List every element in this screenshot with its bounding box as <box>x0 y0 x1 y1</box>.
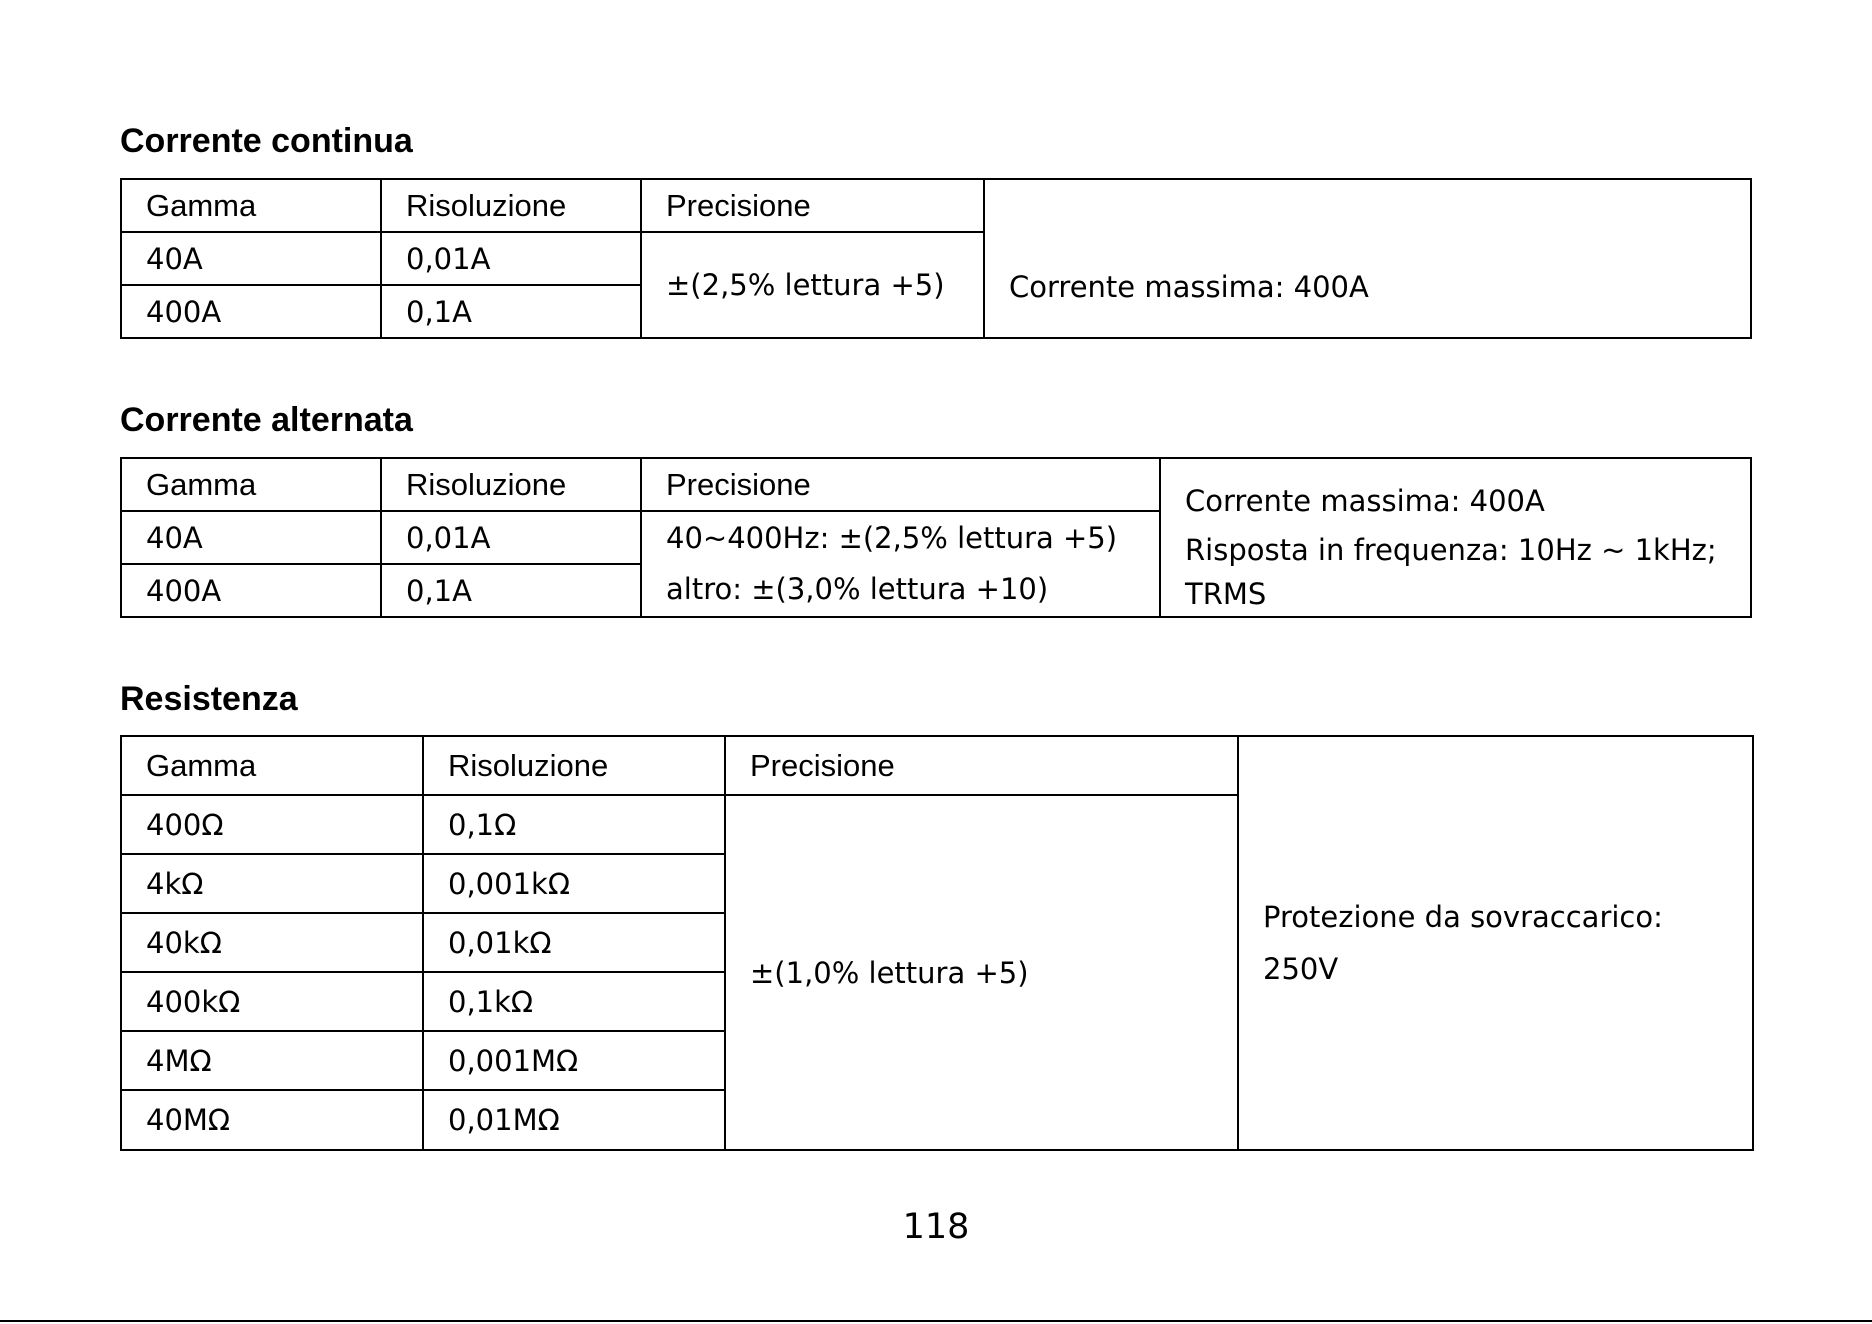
range-cell: 40kΩ <box>121 913 423 972</box>
header-risoluzione: Risoluzione <box>423 736 725 795</box>
dc-note: Corrente massima: 400A <box>1009 269 1369 304</box>
range-cell: 400A <box>121 285 381 338</box>
header-precisione: Precisione <box>725 736 1238 795</box>
accuracy-cell <box>641 511 1160 617</box>
resolution-cell: 0,1A <box>381 564 641 617</box>
range-cell: 40MΩ <box>121 1090 423 1150</box>
header-precisione: Precisione <box>641 179 984 232</box>
ac-note-line-3: TRMS <box>1185 576 1267 611</box>
resolution-cell: 0,001MΩ <box>423 1031 725 1090</box>
ac-spec-table <box>120 457 1752 618</box>
accuracy-cell: ±(2,5% lettura +5) <box>641 232 984 338</box>
page-bottom-rule <box>0 1320 1872 1322</box>
header-gamma: Gamma <box>121 736 423 795</box>
header-risoluzione: Risoluzione <box>381 458 641 511</box>
resolution-cell: 0,1kΩ <box>423 972 725 1031</box>
dc-note-cell <box>984 179 1751 338</box>
range-cell: 4kΩ <box>121 854 423 913</box>
table-header-row <box>121 736 1753 795</box>
table-header-row <box>121 179 1751 232</box>
range-cell: 40A <box>121 511 381 564</box>
ac-note-line-1: Corrente massima: 400A <box>1185 483 1545 518</box>
header-precisione: Precisione <box>641 458 1160 511</box>
resolution-cell: 0,1Ω <box>423 795 725 854</box>
range-cell: 400Ω <box>121 795 423 854</box>
range-cell: 400A <box>121 564 381 617</box>
accuracy-cell: ±(1,0% lettura +5) <box>725 795 1238 1150</box>
accuracy-line-2: altro: ±(3,0% lettura +10) <box>666 572 1049 606</box>
header-gamma: Gamma <box>121 179 381 232</box>
res-spec-table <box>120 735 1754 1151</box>
res-note-cell <box>1238 736 1753 1150</box>
resolution-cell: 0,01A <box>381 232 641 285</box>
resolution-cell: 0,01kΩ <box>423 913 725 972</box>
section-title-ac: Corrente alternata <box>120 401 413 439</box>
ac-note-line-2: Risposta in frequenza: 10Hz ~ 1kHz; <box>1185 532 1717 567</box>
header-gamma: Gamma <box>121 458 381 511</box>
resolution-cell: 0,01MΩ <box>423 1090 725 1150</box>
accuracy-line-1: 40~400Hz: ±(2,5% lettura +5) <box>666 521 1118 555</box>
dc-spec-table <box>120 178 1752 339</box>
section-title-res: Resistenza <box>120 680 298 718</box>
ac-note-cell <box>1160 458 1751 617</box>
range-cell: 4MΩ <box>121 1031 423 1090</box>
res-note-line-2: 250V <box>1263 952 1339 986</box>
resolution-cell: 0,1A <box>381 285 641 338</box>
table-header-row <box>121 458 1751 511</box>
resolution-cell: 0,001kΩ <box>423 854 725 913</box>
range-cell: 400kΩ <box>121 972 423 1031</box>
res-note-line-1: Protezione da sovraccarico: <box>1263 900 1663 934</box>
range-cell: 40A <box>121 232 381 285</box>
page-number: 118 <box>902 1207 970 1247</box>
section-title-dc: Corrente continua <box>120 122 413 160</box>
header-risoluzione: Risoluzione <box>381 179 641 232</box>
resolution-cell: 0,01A <box>381 511 641 564</box>
